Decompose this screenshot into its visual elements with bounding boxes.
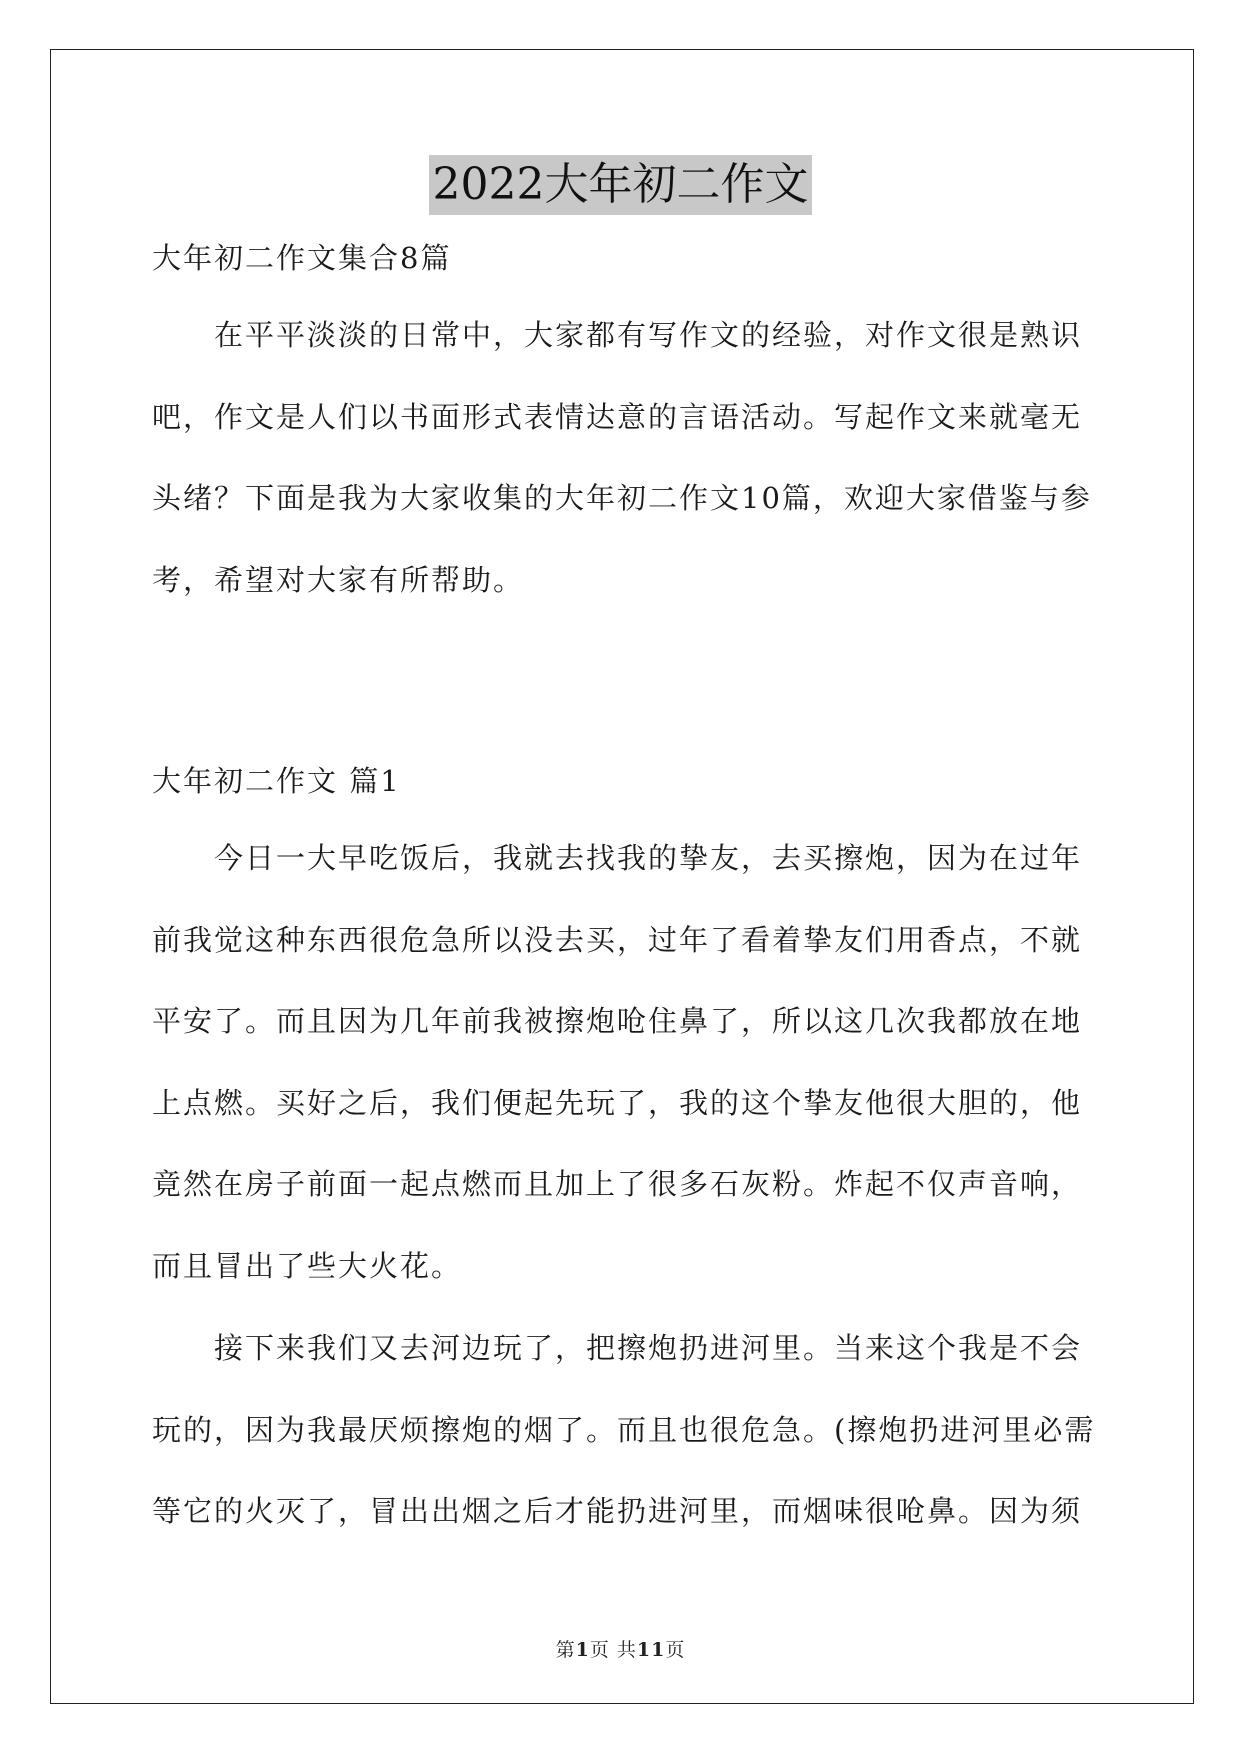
footer-prefix: 第 [555,1639,576,1661]
paragraph-line: 今日一大早吃饭后，我就去找我的挚友，去买擦炮，因为在过年 [214,841,1083,875]
intro-paragraph [152,317,1092,643]
paragraph-line: 吧，作文是人们以书面形式表情达意的言语活动。写起作文来就毫无 [152,399,1083,434]
section-heading: 大年初二作文 篇1 [152,764,401,798]
paragraph-line: 考，希望对大家有所帮助。 [152,562,525,597]
paragraph-line: 在平平淡淡的日常中，大家都有写作文的经验，对作文很是熟识 [214,318,1083,352]
paragraph-line: 玩的，因为我最厌烦擦炮的烟了。而且也很危急。(擦炮扔进河里必需 [152,1412,1096,1447]
paragraph-line: 接下来我们又去河边玩了，把擦炮扔进河里。当来这个我是不会 [214,1331,1083,1365]
page-footer [0,1635,1241,1662]
paragraph-line: 头绪？下面是我为大家收集的大年初二作文10篇，欢迎大家借鉴与参 [152,481,1092,515]
paragraph-line: 前我觉这种东西很危急所以没去买，过年了看着挚友们用香点，不就 [152,922,1083,957]
section1-paragraph-2 [152,1330,1096,1575]
footer-suffix: 页 [665,1639,686,1661]
paragraph-line: 竟然在房子前面一起点燃而且加上了很多石灰粉。炸起不仅声音响， [152,1167,1083,1201]
paragraph-line: 等它的火灭了，冒出出烟之后才能扔进河里，而烟味很呛鼻。因为须 [152,1494,1083,1528]
document-subtitle: 大年初二作文集合8篇 [152,241,452,275]
paragraph-line: 而且冒出了些大火花。 [152,1248,463,1283]
footer-page-number: 1 [575,1639,590,1661]
paragraph-line: 平安了。而且因为几年前我被擦炮呛住鼻了，所以这几次我都放在地 [152,1004,1083,1038]
footer-mid: 页 共 [589,1639,637,1661]
footer-total-pages: 11 [636,1639,666,1661]
section1-paragraph-1 [152,840,1092,1329]
document-title: 2022大年初二作文 [429,155,813,215]
title-container [0,155,1241,215]
paragraph-line: 上点燃。买好之后，我们便起先玩了，我的这个挚友他很大胆的，他 [152,1085,1083,1120]
